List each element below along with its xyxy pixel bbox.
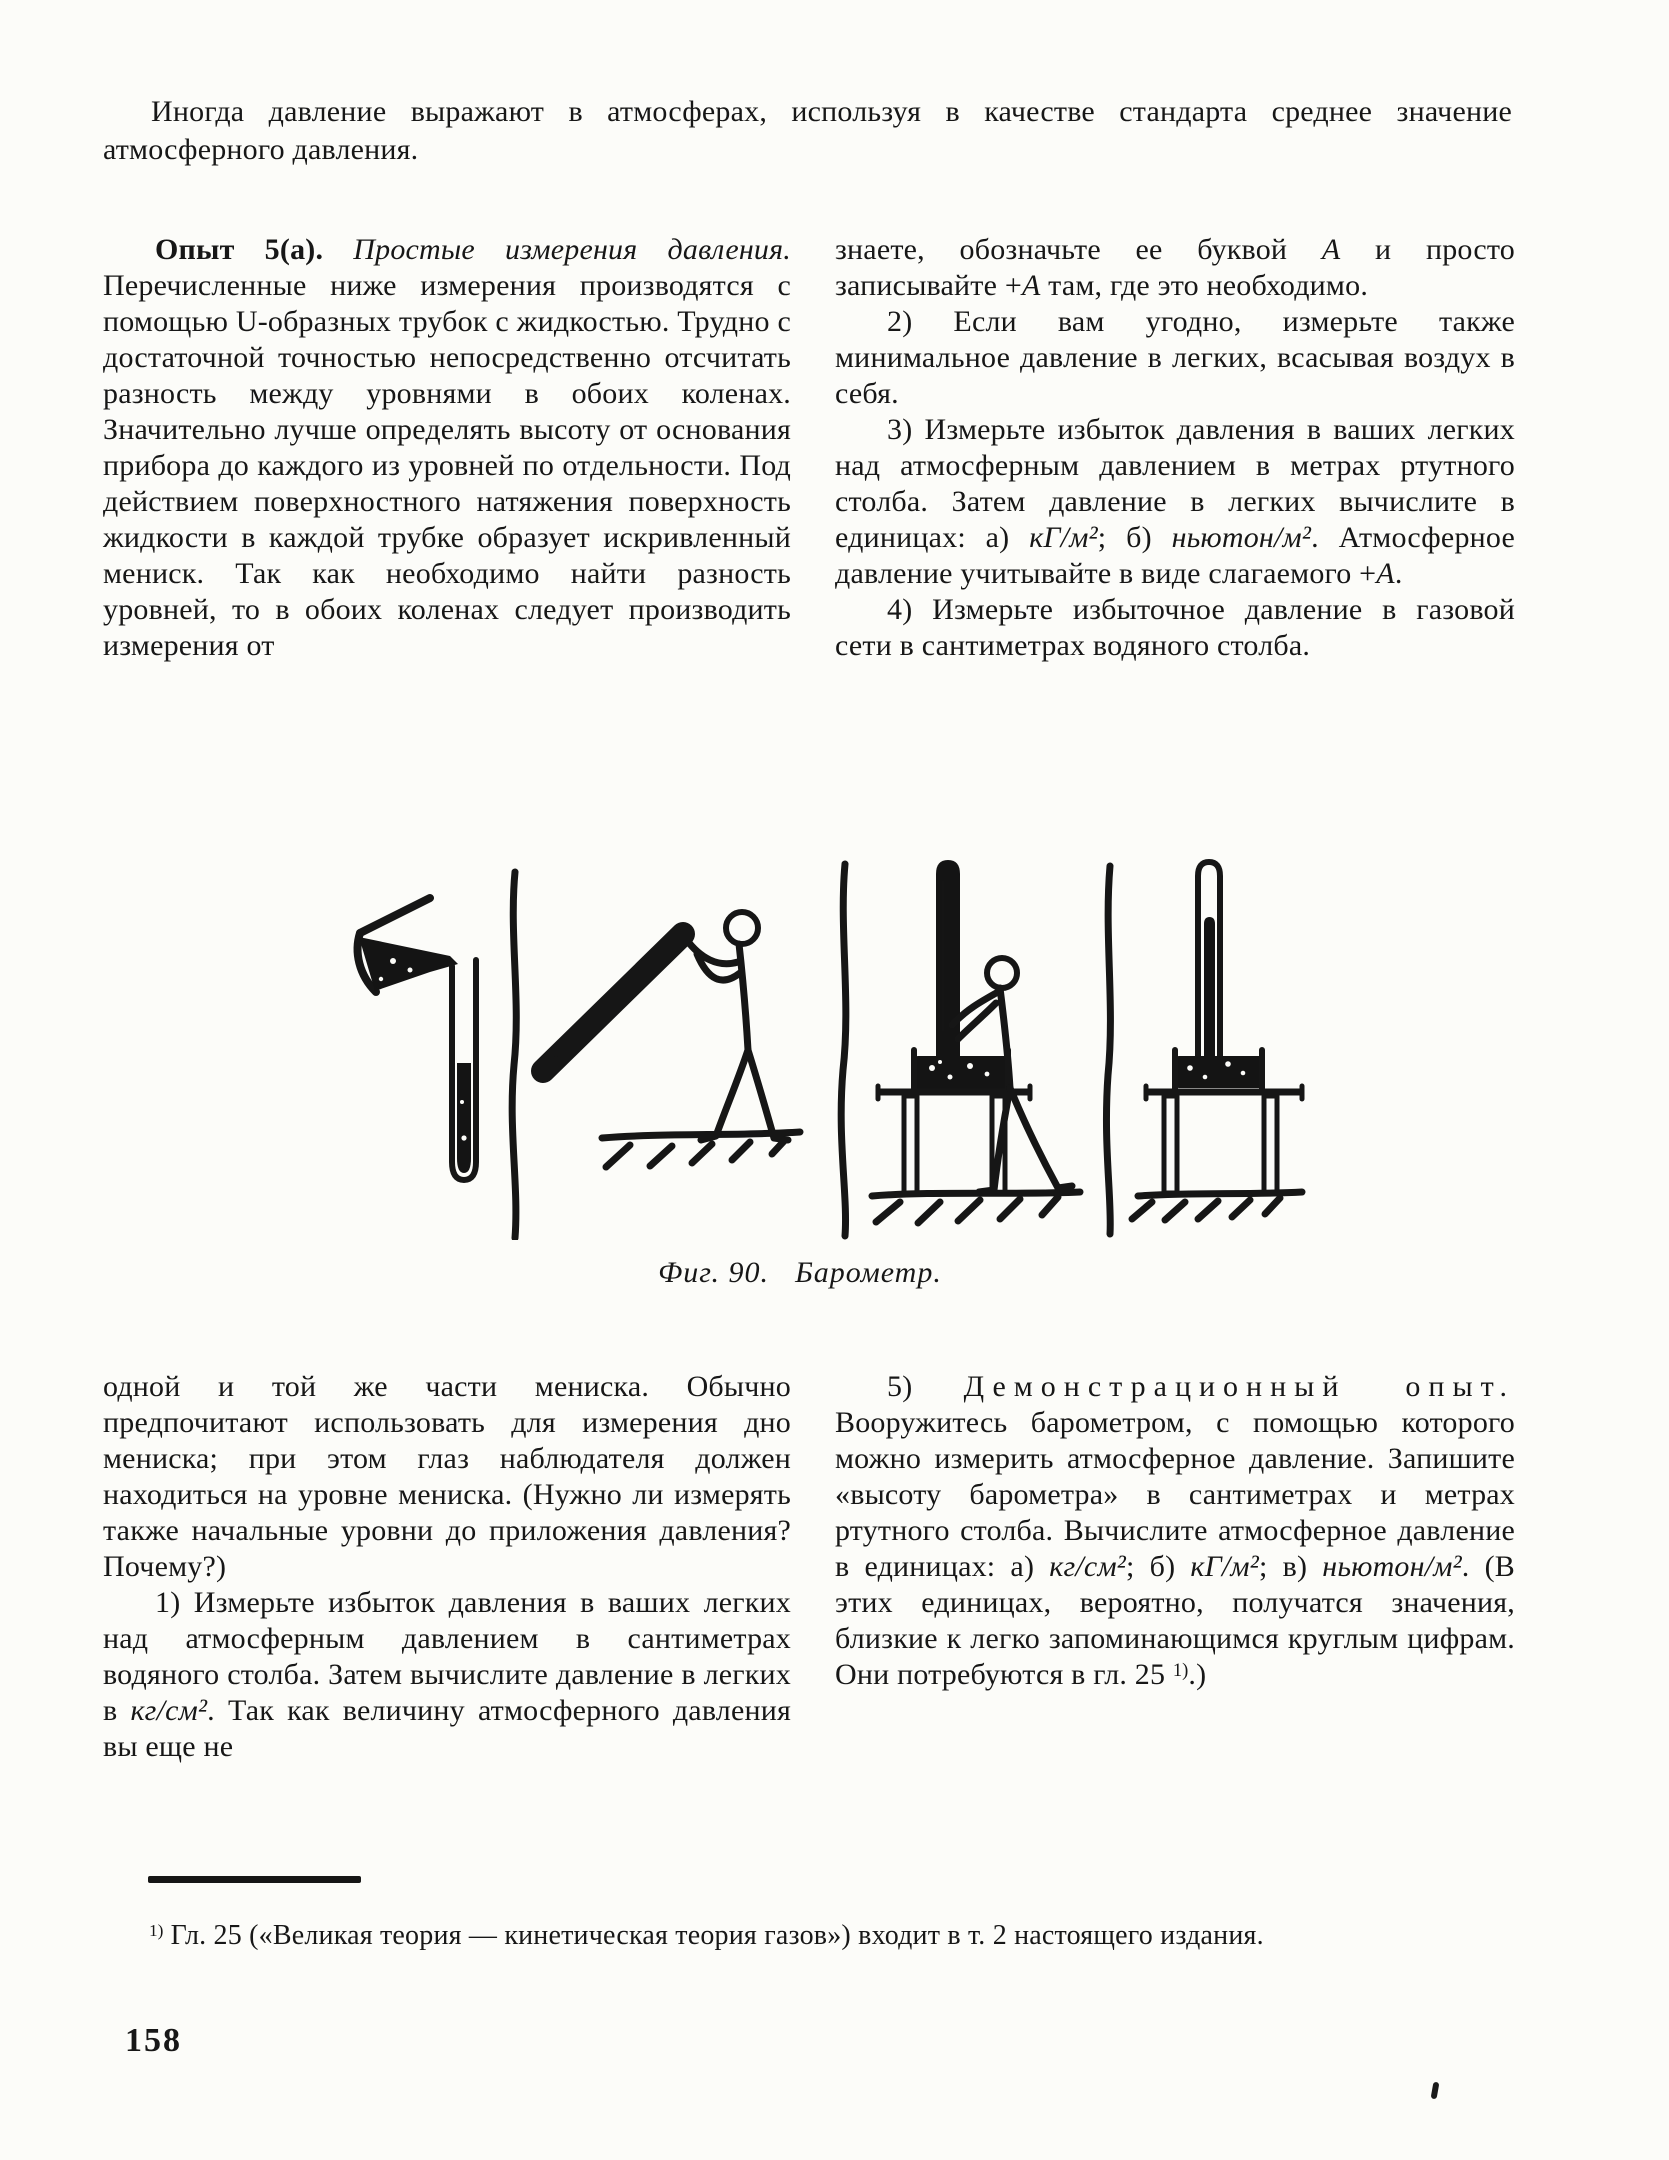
footnote-text: $^{1)}$ Гл. 25 («Великая теория — кинетическая теория газов») входит в т. 2 настоящего издания. xyxy=(149,1920,1264,1951)
paragraph-experiment-5a: Опыт 5(а). Простые измерения давления. Перечисленные ниже измерения производятся с помощью U-образных трубок с жидкостью. Трудно с достаточной точностью непосредственно отсчитать разность между уровнями в обоих коленах. Значительно лучше определять высоту от основания прибора до каждого из уровней по отдельности. Под действием поверхностного натяжения поверхность жидкости в каждой трубке образует искривленный мениск. Так как необходимо найти разность уровней, то в обоих коленах следует производить измерения от xyxy=(103,233,791,662)
upper-two-columns xyxy=(103,232,1515,664)
lower-left-column xyxy=(103,1369,791,1765)
paragraph-continuation: знаете, обозначьте ее буквой А и просто записывайте +А там, где это необходимо. xyxy=(835,233,1515,302)
paragraph-item-2: 2) Если вам угодно, измерьте также минимальное давление в легких, всасывая воздух в себя. xyxy=(835,305,1515,410)
panel-carrying-tube-icon xyxy=(543,912,800,1167)
scan-speck xyxy=(1431,2082,1440,2100)
figure-caption xyxy=(280,1256,1320,1290)
panel-inverting-tube-icon xyxy=(872,860,1080,1223)
page-number: 158 xyxy=(125,2022,182,2059)
panel-pouring-mercury-icon xyxy=(358,898,476,1180)
lower-two-columns xyxy=(103,1369,1515,1765)
intro-paragraph: Иногда давление выражают в атмосферах, используя в качестве стандарта среднее значение атмосферного давления. xyxy=(103,95,1512,166)
paragraph-item-3: 3) Измерьте избыток давления в ваших легких над атмосферным давлением в метрах ртутного столба. Затем давление в легких вычислите в единицах: а) кГ/м²; б) ньютон/м². Атмосферное давление учитывайте в виде слагаемого +А. xyxy=(835,413,1515,590)
footnote-rule xyxy=(148,1876,361,1883)
panel-separator xyxy=(1106,866,1110,1234)
paragraph-item-1: 1) Измерьте избыток давления в ваших легких над атмосферным давлением в сантиметрах водяного столба. Затем вычислите давление в легких в кг/см². Так как величину атмосферного давления вы еще не xyxy=(103,1586,791,1763)
paragraph-item-5-demo: 5) Демонстрационный опыт. Вооружитесь барометром, с помощью которого можно измерить атмосферное давление. Запишите «высоту барометра» в сантиметрах и метрах ртутного столба. Вычислите атмосферное давление в единицах: а) кг/см²; б) кГ/м²; в) ньютон/м². (В этих единицах, вероятно, получатся значения, близкие к легко запоминающимся круглым цифрам. Они потребуются в гл. 25 $^{1)}$.) xyxy=(835,1370,1516,1691)
figure-caption-label: Фиг. 90. xyxy=(658,1256,770,1289)
panel-finished-barometer-icon xyxy=(1132,862,1302,1220)
paragraph-item-4: 4) Измерьте избыточное давление в газовой сети в сантиметрах водяного столба. xyxy=(835,593,1515,662)
panel-separator xyxy=(841,864,846,1236)
upper-left-column xyxy=(103,232,791,664)
paragraph-meniscus: одной и той же части мениска. Обычно предпочитают использовать для измерения дно мениска; при этом глаз наблюдателя должен находиться на уровне мениска. (Нужно ли измерять также начальные уровни до приложения давления? Почему?) xyxy=(103,1370,791,1583)
intro-block xyxy=(103,93,1512,169)
panel-separator xyxy=(512,872,516,1238)
upper-right-column xyxy=(835,232,1515,664)
lower-right-column xyxy=(835,1369,1515,1765)
footnote-block xyxy=(103,1916,1515,1959)
figure-caption-title: Барометр. xyxy=(795,1256,942,1289)
figure-90-barometer-sketch xyxy=(280,840,1320,1240)
